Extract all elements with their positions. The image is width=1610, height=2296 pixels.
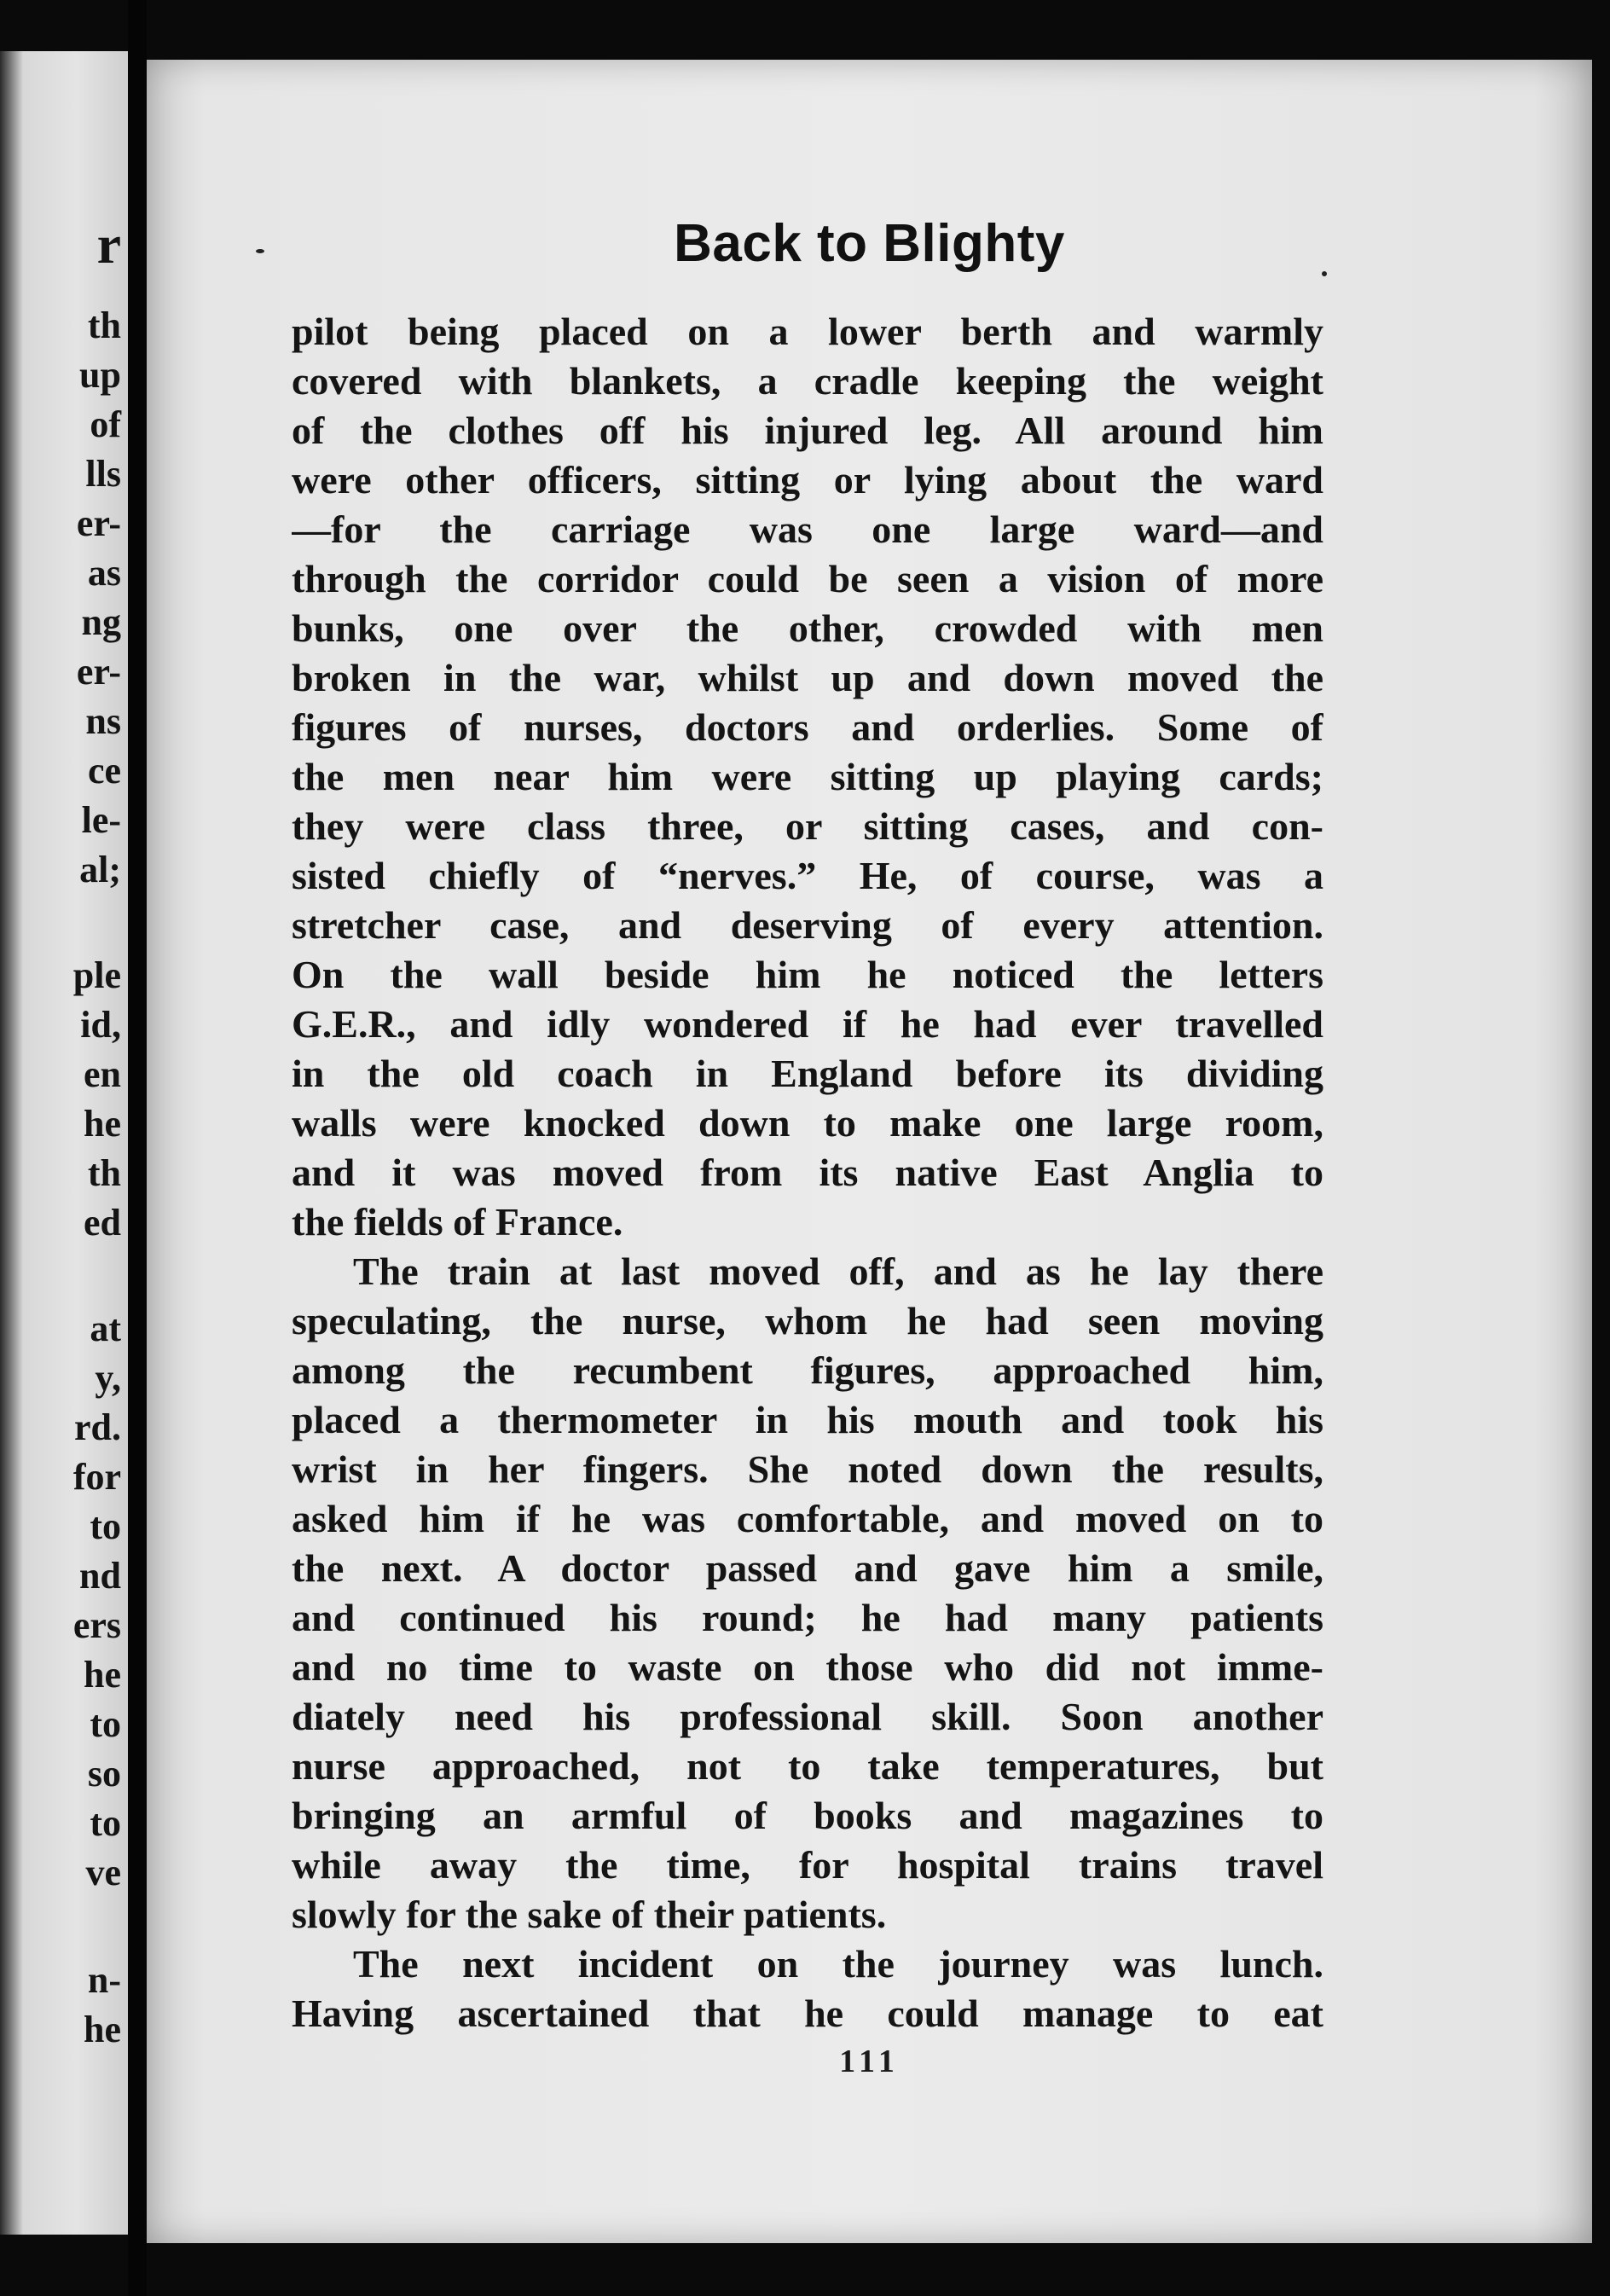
- facing-page-fragment: lls: [85, 453, 121, 495]
- body-text: [292, 307, 1323, 2038]
- book-gutter: [128, 0, 147, 2296]
- facing-page-fragment: up: [79, 354, 121, 396]
- facing-page-fragment: for: [72, 1456, 121, 1498]
- facing-page-fragment: th: [87, 304, 121, 346]
- facing-page-fragment: nd: [79, 1555, 121, 1597]
- text-line: figures of nurses, doctors and orderlies. Some of: [292, 705, 1323, 749]
- text-line: —for the carriage was one large ward—and: [292, 507, 1323, 551]
- text-line: The next incident on the journey was lunch.: [353, 1942, 1323, 1986]
- facing-page-fragment: ed: [84, 1202, 121, 1244]
- page-number: 111: [839, 2044, 900, 2079]
- text-line: among the recumbent figures, approached him,: [292, 1348, 1323, 1392]
- text-line: in the old coach in England before its dividing: [292, 1052, 1323, 1095]
- facing-page-fragment: id,: [80, 1004, 121, 1046]
- facing-page-edge: [0, 51, 128, 2235]
- text-line: wrist in her fingers. She noted down the results,: [292, 1447, 1323, 1491]
- text-line: while away the time, for hospital trains travel: [292, 1843, 1323, 1887]
- text-line: covered with blankets, a cradle keeping the weight: [292, 359, 1323, 403]
- text-line: The train at last moved off, and as he lay there: [353, 1249, 1323, 1293]
- text-line: G.E.R., and idly wondered if he had ever travelled: [292, 1002, 1323, 1046]
- text-line: On the wall beside him he noticed the letters: [292, 953, 1323, 996]
- text-line: Having ascertained that he could manage to eat: [292, 1992, 1323, 2035]
- facing-page-fragment: er-: [76, 651, 121, 693]
- facing-page-fragment: to: [90, 1703, 121, 1745]
- text-line: bunks, one over the other, crowded with men: [292, 606, 1323, 650]
- text-line: slowly for the sake of their patients.: [292, 1893, 887, 1936]
- facing-page-fragment: er-: [76, 502, 121, 544]
- facing-page-fragment: n-: [87, 1959, 121, 2001]
- text-line: the fields of France.: [292, 1200, 623, 1244]
- text-line: nurse approached, not to take temperatures, but: [292, 1744, 1323, 1788]
- facing-page-fragment: ng: [81, 601, 121, 643]
- text-line: broken in the war, whilst up and down moved the: [292, 656, 1323, 699]
- text-line: were other officers, sitting or lying about the ward: [292, 458, 1323, 502]
- scan-speck: [256, 249, 264, 253]
- facing-page-fragment: as: [87, 552, 121, 594]
- text-line: through the corridor could be seen a vision of more: [292, 557, 1323, 600]
- text-line: walls were knocked down to make one large room,: [292, 1101, 1323, 1145]
- facing-page-fragment: ers: [72, 1604, 121, 1646]
- facing-page-fragment: en: [84, 1053, 121, 1095]
- running-head: Back to Blighty: [674, 214, 1065, 273]
- facing-page-fragment: ple: [72, 954, 121, 996]
- text-line: bringing an armful of books and magazines to: [292, 1794, 1323, 1837]
- facing-page-fragment: so: [87, 1753, 121, 1794]
- facing-page-fragment: he: [84, 1103, 121, 1145]
- text-line: asked him if he was comfortable, and moved on to: [292, 1497, 1323, 1540]
- facing-page-fragment: al;: [79, 849, 121, 890]
- text-line: and it was moved from its native East Anglia to: [292, 1151, 1323, 1194]
- facing-page-fragment: ns: [85, 700, 121, 742]
- scan-speck: [1322, 271, 1327, 276]
- text-line: placed a thermometer in his mouth and took his: [292, 1398, 1323, 1441]
- facing-page-fragment: le-: [81, 799, 121, 841]
- facing-page-fragment: y,: [95, 1357, 121, 1399]
- facing-page-fragment: th: [87, 1152, 121, 1194]
- facing-page-fragment: ce: [87, 750, 121, 791]
- text-line: of the clothes off his injured leg. All around him: [292, 409, 1323, 452]
- text-line: and continued his round; he had many patients: [292, 1596, 1323, 1639]
- text-line: pilot being placed on a lower berth and warmly: [292, 310, 1323, 353]
- facing-page-fragment: to: [90, 1505, 121, 1547]
- text-line: they were class three, or sitting cases, and con-: [292, 804, 1323, 848]
- facing-page-fragment: he: [84, 1654, 121, 1696]
- facing-page-fragment: he: [84, 2009, 121, 2050]
- text-line: and no time to waste on those who did not imme-: [292, 1645, 1323, 1689]
- facing-page-fragment: ve: [85, 1852, 121, 1893]
- text-line: the next. A doctor passed and gave him a smile,: [292, 1546, 1323, 1590]
- facing-page-fragment: r: [96, 214, 121, 275]
- text-line: stretcher case, and deserving of every attention.: [292, 903, 1323, 947]
- facing-page-fragment: of: [90, 403, 121, 445]
- facing-page-fragment: rd.: [74, 1406, 121, 1448]
- book-page: [147, 60, 1592, 2243]
- facing-page-fragment: to: [90, 1802, 121, 1844]
- text-line: diately need his professional skill. Soon another: [292, 1695, 1323, 1738]
- text-line: the men near him were sitting up playing cards;: [292, 755, 1323, 798]
- text-line: speculating, the nurse, whom he had seen moving: [292, 1299, 1323, 1342]
- text-line: sisted chiefly of “nerves.” He, of course, was a: [292, 854, 1323, 897]
- facing-page-fragment: at: [90, 1307, 121, 1349]
